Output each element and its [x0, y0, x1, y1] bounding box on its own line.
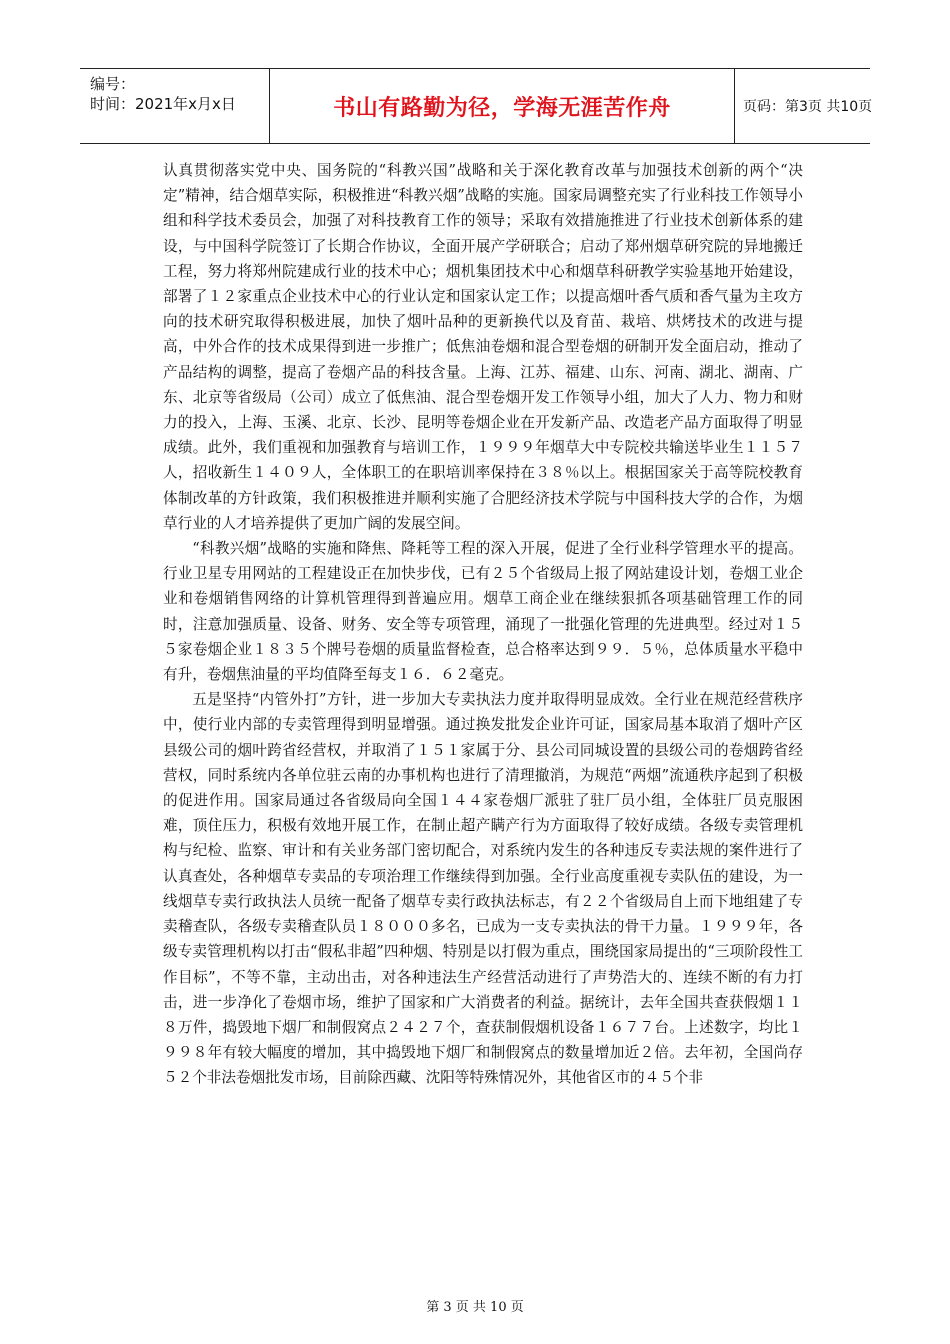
document-body [163, 158, 803, 1091]
header-page-label: 页码：第3页 共10页 [743, 99, 873, 115]
header-meta [80, 69, 270, 143]
header-motto: 书山有路勤为径，学海无涯苦作舟 [270, 69, 735, 143]
paragraph: 五是坚持“内管外打”方针，进一步加大专卖执法力度并取得明显成效。全行业在规范经营秩序中，使行业内部的专卖管理得到明显增强。通过换发批发企业许可证，国家局基本取消了烟叶产区县级公司的烟叶跨省经营权，并取消了１５１家属于分、县公司同城设置的县级公司的卷烟跨省经营权，同时系统内各单位驻云南的办事机构也进行了清理撤消，为规范“两烟”流通秩序起到了积极的促进作用。国家局通过各省级局向全国１４４家卷烟厂派驻了驻厂员小组，全体驻厂员克服困难，顶住压力，积极有效地开展工作，在制止超产瞒产行为方面取得了较好成绩。各级专卖管理机构与纪检、监察、审计和有关业务部门密切配合，对系统内发生的各种违反专卖法规的案件进行了认真查处，各种烟草专卖品的专项治理工作继续得到加强。全行业高度重视专卖队伍的建设，为一线烟草专卖行政执法人员统一配备了烟草专卖行政执法标志，有２２个省级局自上而下地组建了专卖稽查队，各级专卖稽查队员１８０００多名，已成为一支专卖执法的骨干力量。１９９９年，各级专卖管理机构以打击“假私非超”四种烟、特别是以打假为重点，围绕国家局提出的“三项阶段性工作目标”，不等不靠，主动出击，对各种违法生产经营活动进行了声势浩大的、连续不断的有力打击，进一步净化了卷烟市场，维护了国家和广大消费者的利益。据统计，去年全国共查获假烟１１８万件，捣毁地下烟厂和制假窝点２４２７个，查获制假烟机设备１６７７台。上述数字，均比１９９８年有较大幅度的增加，其中捣毁地下烟厂和制假窝点的数量增加近２倍。去年初，全国尚存５２个非法卷烟批发市场，目前除西藏、沈阳等特殊情况外，其他省区市的４５个非 [163, 691, 803, 1087]
date-label: 时间：2021年x月x日 [90, 95, 236, 113]
page-footer: 第 3 页 共 10 页 [426, 1300, 524, 1315]
paragraph: 认真贯彻落实党中央、国务院的“科教兴国”战略和关于深化教育改革与加强技术创新的两个“决定”精神，结合烟草实际，积极推进“科教兴烟”战略的实施。国家局调整充实了行业科技工作领导小组和科学技术委员会，加强了对科技教育工作的领导；采取有效措施推进了行业技术创新体系的建设，与中国科学院签订了长期合作协议，全面开展产学研联合；启动了郑州烟草研究院的异地搬迁工程，努力将郑州院建成行业的技术中心；烟机集团技术中心和烟草科研教学实验基地开始建设，部署了１２家重点企业技术中心的行业认定和国家认定工作；以提高烟叶香气质和香气量为主攻方向的技术研究取得积极进展，加快了烟叶品种的更新换代以及育苗、栽培、烘烤技术的改进与提高，中外合作的技术成果得到进一步推广；低焦油卷烟和混合型卷烟的研制开发全面启动，推动了产品结构的调整，提高了卷烟产品的科技含量。上海、江苏、福建、山东、河南、湖北、湖南、广东、北京等省级局（公司）成立了低焦油、混合型卷烟开发工作领导小组，加大了人力、物力和财力的投入，上海、玉溪、北京、长沙、昆明等卷烟企业在开发新产品、改造老产品方面取得了明显成绩。此外，我们重视和加强教育与培训工作，１９９９年烟草大中专院校共输送毕业生１１５７人，招收新生１４０９人，全体职工的在职培训率保持在３８％以上。根据国家关于高等院校教育体制改革的方针政策，我们积极推进并顺利实施了合肥经济技术学院与中国科技大学的合作，为烟草行业的人才培养提供了更加广阔的发展空间。 [163, 162, 803, 532]
number-label: 编号： [90, 75, 136, 93]
page-header [80, 68, 873, 144]
paragraph: “科教兴烟”战略的实施和降焦、降耗等工程的深入开展，促进了全行业科学管理水平的提高。行业卫星专用网站的工程建设正在加快步伐，已有２５个省级局上报了网站建设计划，卷烟工业企业和卷烟销售网络的计算机管理得到普遍应用。烟草工商企业在继续狠抓各项基础管理工作的同时，注意加强质量、设备、财务、安全等专项管理，涌现了一批强化管理的先进典型。经过对１５５家卷烟企业１８３５个牌号卷烟的质量监督检查，总合格率达到９９．５％，总体质量水平稳中有升，卷烟焦油量的平均值降至每支１６．６２毫克。 [163, 540, 803, 684]
